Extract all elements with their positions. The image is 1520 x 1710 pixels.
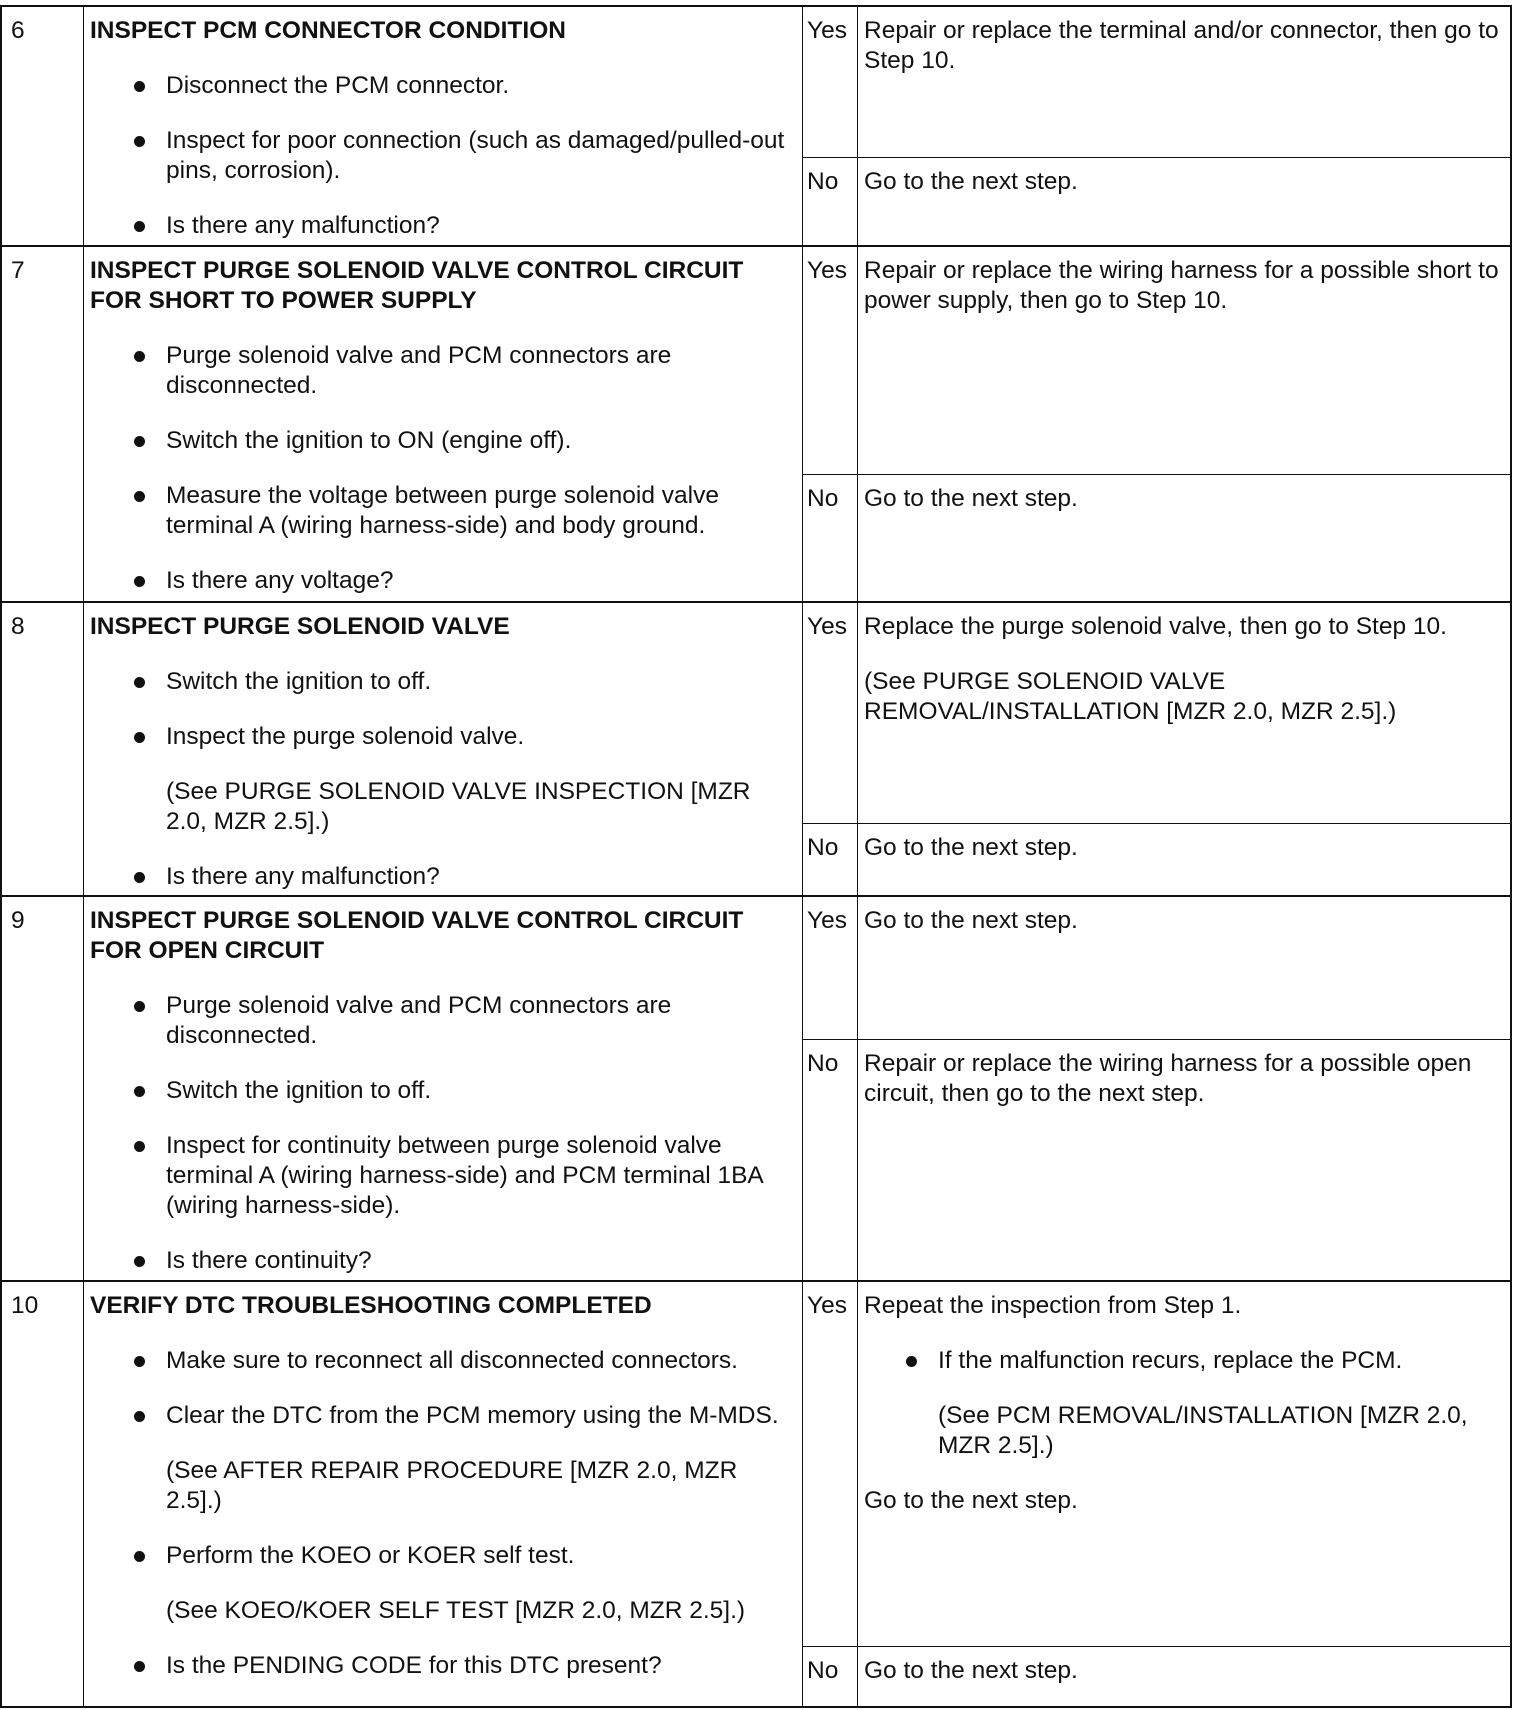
action-list (90, 341, 794, 596)
action-item: Is the PENDING CODE for this DTC present? (90, 1651, 794, 1681)
action-item: Measure the voltage between purge solenoid valve terminal A (wiring harness-side) and body ground. (90, 481, 794, 541)
step-results (803, 247, 1510, 601)
no-result (858, 158, 1510, 245)
step-row (2, 7, 1510, 247)
no-label: No (803, 1040, 858, 1280)
result-text: Go to the next step. (864, 834, 1078, 861)
result-text: Repair or replace the wiring harness for a possible short to power supply, then go to Step 10. (864, 257, 1499, 314)
step-title: INSPECT PURGE SOLENOID VALVE CONTROL CIRCUIT FOR OPEN CIRCUIT (90, 907, 744, 964)
step-action (84, 897, 803, 1280)
result-yes-row (803, 603, 1510, 824)
troubleshooting-table (0, 5, 1512, 1708)
step-title: INSPECT PCM CONNECTOR CONDITION (90, 17, 566, 44)
action-item (90, 1541, 794, 1626)
action-item: Switch the ignition to ON (engine off). (90, 426, 794, 456)
result-yes-row (803, 897, 1510, 1040)
yes-label: Yes (803, 1282, 858, 1646)
action-list (90, 71, 794, 241)
result-text: Repair or replace the terminal and/or connector, then go to Step 10. (864, 17, 1499, 74)
action-item: Is there continuity? (90, 1246, 794, 1276)
action-item: Make sure to reconnect all disconnected connectors. (90, 1346, 794, 1376)
step-results (803, 7, 1510, 245)
action-list (90, 667, 794, 892)
action-item: Inspect for continuity between purge solenoid valve terminal A (wiring harness-side) and PCM terminal 1BA (wiring harness-side). (90, 1131, 794, 1221)
step-row (2, 1282, 1510, 1706)
action-item-text: Perform the KOEO or KOER self test. (166, 1542, 575, 1569)
step-action (84, 603, 803, 895)
result-yes-row (803, 7, 1510, 158)
result-bullet-list (864, 1346, 1500, 1461)
step-action (84, 7, 803, 245)
action-item (90, 722, 794, 837)
no-result (858, 475, 1510, 601)
action-list (90, 991, 794, 1276)
step-number: 8 (2, 603, 84, 895)
action-item-text: Clear the DTC from the PCM memory using the M-MDS. (166, 1402, 779, 1429)
action-item (90, 1401, 794, 1516)
action-item: Is there any malfunction? (90, 211, 794, 241)
step-row (2, 247, 1510, 603)
result-yes-row (803, 1282, 1510, 1647)
no-label: No (803, 475, 858, 601)
step-number: 9 (2, 897, 84, 1280)
reference-note: (See AFTER REPAIR PROCEDURE [MZR 2.0, MZR 2.5].) (166, 1457, 738, 1514)
no-result (858, 824, 1510, 895)
reference-note: (See PURGE SOLENOID VALVE REMOVAL/INSTALLATION [MZR 2.0, MZR 2.5].) (864, 668, 1397, 725)
step-title: VERIFY DTC TROUBLESHOOTING COMPLETED (90, 1292, 652, 1319)
result-text: Replace the purge solenoid valve, then go to Step 10. (864, 613, 1447, 640)
no-label: No (803, 824, 858, 895)
yes-label: Yes (803, 897, 858, 1039)
action-item: Disconnect the PCM connector. (90, 71, 794, 101)
step-row (2, 897, 1510, 1282)
action-item: Is there any voltage? (90, 566, 794, 596)
step-results (803, 1282, 1510, 1706)
result-no-row (803, 1647, 1510, 1706)
yes-label: Yes (803, 247, 858, 474)
result-bullet (864, 1346, 1500, 1461)
action-item: Switch the ignition to off. (90, 667, 794, 697)
reference-note: (See PURGE SOLENOID VALVE INSPECTION [MZR 2.0, MZR 2.5].) (166, 778, 751, 835)
yes-result (858, 603, 1510, 823)
yes-result (858, 7, 1510, 157)
result-no-row (803, 475, 1510, 601)
step-results (803, 897, 1510, 1280)
result-yes-row (803, 247, 1510, 475)
reference-note: (See PCM REMOVAL/INSTALLATION [MZR 2.0, MZR 2.5].) (938, 1402, 1468, 1459)
step-title: INSPECT PURGE SOLENOID VALVE (90, 613, 510, 640)
yes-label: Yes (803, 7, 858, 157)
step-number: 7 (2, 247, 84, 601)
no-result (858, 1040, 1510, 1280)
step-action (84, 247, 803, 601)
result-text: Go to the next step. (864, 1487, 1078, 1514)
action-item: Purge solenoid valve and PCM connectors are disconnected. (90, 991, 794, 1051)
action-item: Is there any malfunction? (90, 862, 794, 892)
yes-result (858, 247, 1510, 474)
action-item: Inspect for poor connection (such as damaged/pulled-out pins, corrosion). (90, 126, 794, 186)
no-result (858, 1647, 1510, 1706)
step-number: 6 (2, 7, 84, 245)
result-text: Go to the next step. (864, 168, 1078, 195)
result-text: Go to the next step. (864, 485, 1078, 512)
no-label: No (803, 1647, 858, 1706)
result-text: Repeat the inspection from Step 1. (864, 1292, 1242, 1319)
step-title: INSPECT PURGE SOLENOID VALVE CONTROL CIRCUIT FOR SHORT TO POWER SUPPLY (90, 257, 744, 314)
step-action (84, 1282, 803, 1706)
step-row (2, 603, 1510, 897)
yes-label: Yes (803, 603, 858, 823)
yes-result (858, 897, 1510, 1039)
result-no-row (803, 824, 1510, 895)
step-results (803, 603, 1510, 895)
action-item-text: Inspect the purge solenoid valve. (166, 723, 525, 750)
result-text: Go to the next step. (864, 907, 1078, 934)
action-item: Switch the ignition to off. (90, 1076, 794, 1106)
action-list (90, 1346, 794, 1681)
result-bullet-text: If the malfunction recurs, replace the PCM. (938, 1347, 1403, 1374)
no-label: No (803, 158, 858, 245)
step-number: 10 (2, 1282, 84, 1706)
result-text: Repair or replace the wiring harness for a possible open circuit, then go to the next step. (864, 1050, 1472, 1107)
result-no-row (803, 158, 1510, 245)
action-item: Purge solenoid valve and PCM connectors are disconnected. (90, 341, 794, 401)
result-no-row (803, 1040, 1510, 1280)
result-text: Go to the next step. (864, 1657, 1078, 1684)
yes-result (858, 1282, 1510, 1646)
reference-note: (See KOEO/KOER SELF TEST [MZR 2.0, MZR 2.5].) (166, 1597, 746, 1624)
